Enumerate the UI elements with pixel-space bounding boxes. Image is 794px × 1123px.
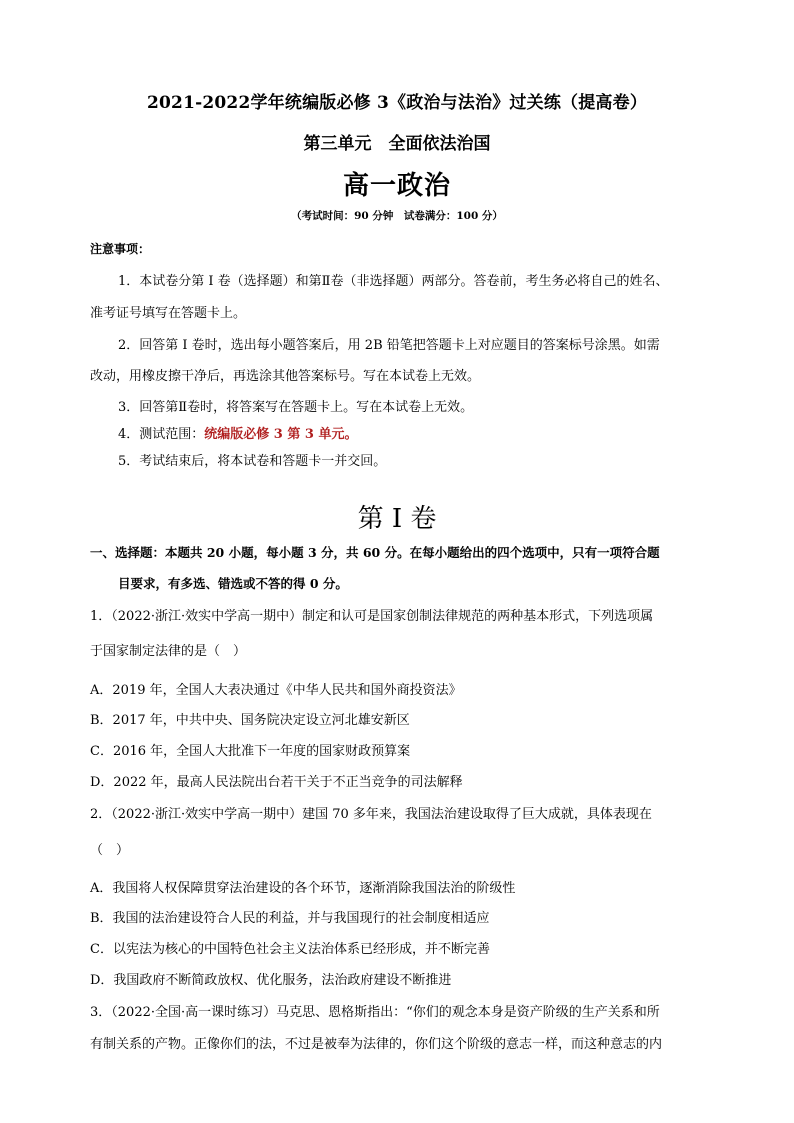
note-item-2-line-2: 改动，用橡皮擦干净后，再选涂其他答案标号。写在本试卷上无效。 bbox=[90, 369, 481, 384]
note-item-3: 3．回答第Ⅱ卷时，将答案写在答题卡上。写在本试卷上无效。 bbox=[118, 400, 474, 415]
question-3-stem-line-1: 3．（2022·全国·高一课时练习）马克思、恩格斯指出：“你们的观念本身是资产阶级的生产关系和所 bbox=[90, 1005, 660, 1020]
note-item-1-line-2: 准考证号填写在答题卡上。 bbox=[90, 306, 247, 321]
question-2-stem-line-2: （ ） bbox=[90, 843, 130, 858]
test-scope: 统编版必修 3 第 3 单元。 bbox=[204, 427, 358, 442]
question-1-option-d: D．2022 年，最高人民法院出台若干关于不正当竞争的司法解释 bbox=[90, 775, 463, 790]
note-item-4-prefix: 4．测试范围： bbox=[118, 427, 205, 442]
section-title: 第 I 卷 bbox=[357, 504, 437, 534]
question-1-option-b: B．2017 年，中共中央、国务院决定设立河北雄安新区 bbox=[90, 713, 410, 728]
document-title: 2021-2022学年统编版必修 3《政治与法治》过关练（提高卷） bbox=[146, 93, 648, 113]
note-item-1-line-1: 1．本试卷分第 I 卷（选择题）和第Ⅱ卷（非选择题）两部分。答卷前，考生务必将自己的姓名、 bbox=[118, 274, 669, 289]
question-1-stem-line-2: 于国家制定法律的是（ ） bbox=[90, 644, 247, 659]
question-1-option-a: A．2019 年，全国人大表决通过《中华人民共和国外商投资法》 bbox=[90, 683, 462, 698]
note-item-4 bbox=[118, 423, 357, 442]
question-1-option-c: C．2016 年，全国人大批准下一年度的国家财政预算案 bbox=[90, 744, 411, 759]
section-instruction-line-2: 目要求，有多选、错选或不答的得 0 分。 bbox=[118, 576, 348, 591]
question-1-stem-line-1: 1．（2022·浙江·效实中学高一期中）制定和认可是国家创制法律规范的两种基本形式，下列选项属 bbox=[90, 609, 654, 624]
subject-title: 高一政治 bbox=[342, 171, 451, 201]
section-instruction-line-1: 一、选择题：本题共 20 小题，每小题 3 分，共 60 分。在每小题给出的四个选项中，只有一项符合题 bbox=[90, 545, 660, 560]
question-2-option-c: C．以宪法为核心的中国特色社会主义法治体系已经形成，并不断完善 bbox=[90, 942, 490, 957]
unit-title: 第三单元 全面依法治国 bbox=[303, 134, 491, 154]
question-2-option-d: D．我国政府不断简政放权、优化服务，法治政府建设不断推进 bbox=[90, 973, 452, 988]
note-item-5: 5．考试结束后，将本试卷和答题卡一并交回。 bbox=[118, 454, 387, 469]
exam-info: （考试时间：90 分钟 试卷满分：100 分） bbox=[291, 210, 503, 222]
question-3-stem-line-2: 有制关系的产物。正像你们的法，不过是被奉为法律的，你们这个阶级的意志一样，而这种意志的内 bbox=[90, 1037, 663, 1052]
question-2-stem-line-1: 2．（2022·浙江·效实中学高一期中）建国 70 多年来，我国法治建设取得了巨大成就，具体表现在 bbox=[90, 807, 652, 822]
question-2-option-b: B．我国的法治建设符合人民的利益，并与我国现行的社会制度相适应 bbox=[90, 911, 490, 926]
notes-title: 注意事项： bbox=[90, 242, 151, 256]
question-2-option-a: A．我国将人权保障贯穿法治建设的各个环节，逐渐消除我国法治的阶级性 bbox=[90, 881, 516, 896]
note-item-2-line-1: 2．回答第 I 卷时，选出每小题答案后，用 2B 铅笔把答题卡上对应题目的答案标号涂黑。如需 bbox=[118, 338, 660, 353]
